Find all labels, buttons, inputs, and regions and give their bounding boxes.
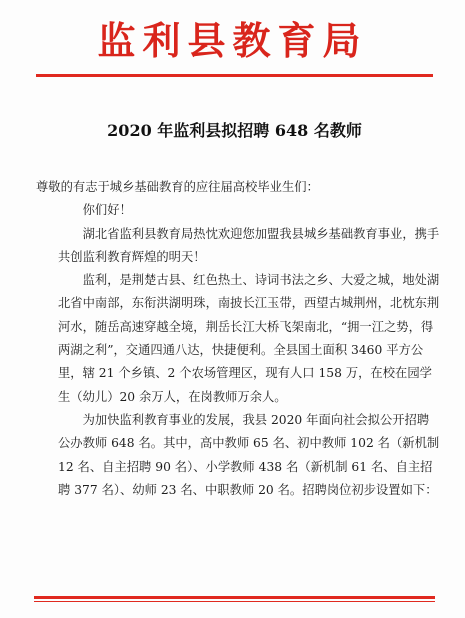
document-body — [36, 176, 440, 502]
document-title: 2020 年监利县拟招聘 648 名教师 — [107, 121, 362, 140]
greeting: 你们好！ — [82, 203, 132, 218]
paragraph-recruitment-plan: 为加快监利教育事业的发展，我县 2020 年面向社会拟公开招聘公办教师 648 名。其中，高中教师 65 名、初中教师 102 名（新机制 12 名、自主招聘 90 名）、小学教师 438 名（新机制 61 名、自主招聘 377 名）、幼师 23 名、中职教师 20 名。招聘岗位初步设置如下： — [58, 412, 440, 497]
letterhead-organization: 监利县教育局 — [97, 18, 368, 63]
footer-red-rule-thin — [34, 601, 435, 602]
footer-red-rule — [34, 596, 435, 599]
paragraph-welcome: 湖北省监利县教育局热忱欢迎您加盟我县城乡基础教育事业，携手共创监利教育辉煌的明天！ — [58, 226, 440, 264]
salutation: 尊敬的有志于城乡基础教育的应往届高校毕业生们： — [36, 180, 319, 194]
paragraph-county-intro: 监利，是荆楚古县、红色热土、诗词书法之乡、大爱之城，地处湖北省中南部，东衔洪湖明珠，南披长江玉带，西望古城荆州，北枕东荆河水，随岳高速穿越全境，荆岳长江大桥飞架南北，“拥一江之势，得两湖之利”，交通四通八达，快捷便利。全县国土面积 3460 平方公里，辖 21 个乡镇、2 个农场管理区，现有人口 158 万，在校在园学生（幼儿）20 余万人，在岗教师万余人。 — [58, 273, 440, 404]
letterhead-red-rule — [36, 74, 433, 77]
